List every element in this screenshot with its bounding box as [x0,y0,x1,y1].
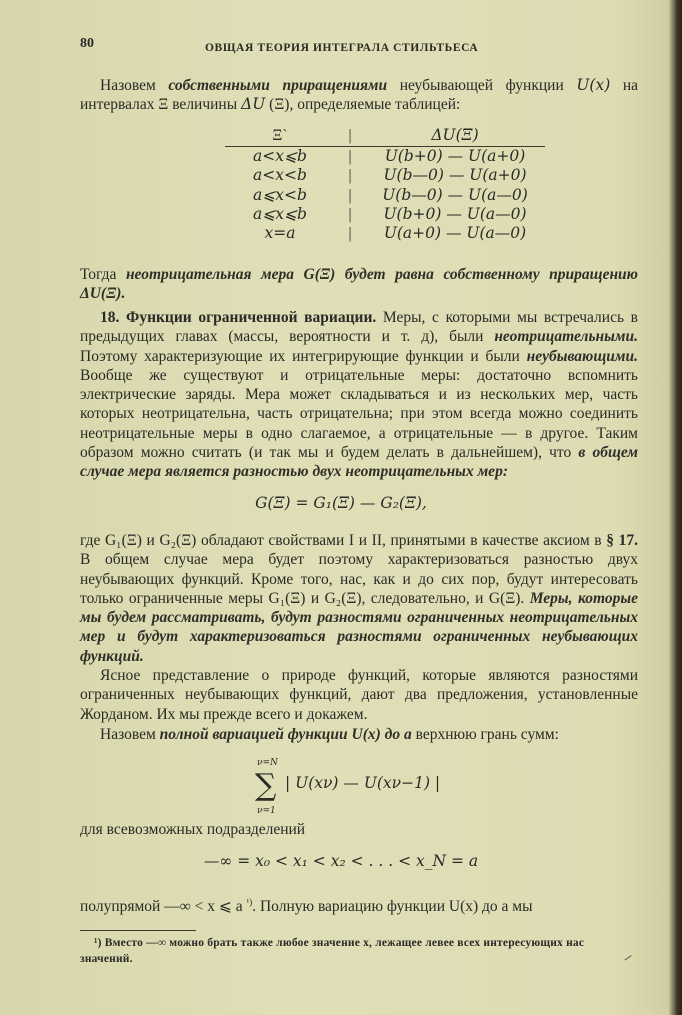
formula-partition: —∞ = x₀ < x₁ < x₂ < . . . < x_N = a [203,852,479,870]
section-heading: 18. Функции ограниченной вариации. [100,309,377,326]
paragraph-jordan: Ясное представление о природе функций, которые являются разностями ограниченных неубывающих функций, дают два предложения, установленные Жорданом. Их мы прежде всего и докажем. [80,667,638,723]
table-row: a⩽x⩽b | U(b+0) — U(a—0) [253,204,527,223]
sum-upper-limit: ν=N [257,758,278,768]
intro-paragraph: Назовем собственными приращениями неубывающей функции U(x) на интервалах Ξ величины ΔU (Ξ), определяемые таблицей: [80,76,638,114]
sum-body: | U(xν) — U(xν−1) | [285,774,441,792]
term-own-increments: собственными приращениями [168,77,388,94]
section-18-paragraph: 18. Функции ограниченной вариации. Меры, с которыми мы встречались в предыдущих главах (массы, вероятности и т. д), были неотрицательными. Поэтому характеризующие их интегрирующие функции и были неубывающими. Вообще же существуют и отрицательные меры: достаточно вспомнить электрические заряды. Мера может складываться и из нескольких мер, часть которых неотрицательна, часть отрицательна; при этом всегда можно соединить неотрицательные меры в одно слагаемое, а отрицательные — в другое. Таким образом можно считать (и так мы и будем делать в дальнейшем), что в общем случае мера является разностью двух неотрицательных мер: [80,309,638,481]
footnote: ¹) Вместо —∞ можно брать также любое значение x, лежащее левее всех интересующих нас значений. [80,937,585,965]
table-row: a<x⩽b | U(b+0) — U(a+0) [253,147,526,165]
table-header-row: Ξ` | ΔU(Ξ) [225,126,545,147]
page-number: 80 [80,36,94,51]
running-head: ОВЩАЯ ТЕОРИЯ ИНТЕГРАЛА СТИЛЬТЬЕСА [205,42,479,54]
after-table-paragraph: Тогда неотрицательная мера G(Ξ) будет равна собственному приращению ΔU(Ξ). [80,266,638,303]
footnote-divider [80,930,196,931]
paragraph-subdivisions: для всевозможных подразделений [80,821,306,838]
table-header-interval: Ξ` [225,126,335,147]
paragraph-total-variation: Назовем полной вариацией функции U(x) до a верхнюю грань сумм: [100,726,559,743]
paragraph-bounded-measures: где G₁(Ξ) и G₂(Ξ) обладают свойствами I и II, принятыми в качестве аксиом в § 17. В общем случае мера будет поэтому характеризоваться разностью двух неубывающих функций. Кроме того, нас, как и до сих пор, будут интересовать только ограниченные меры G₁(Ξ) и G₂(Ξ), следовательно, и G(Ξ). Меры, которые мы будем рассматривать, будут разностями ограниченных неотрицательных мер и будут характеризоваться разностями ограниченных неубывающих функций. [80,532,638,665]
increments-table [225,126,545,243]
sum-lower-limit: ν=1 [257,806,276,816]
table-row: a⩽x<b | U(b—0) — U(a—0) [253,185,528,204]
formula-measure-difference: G(Ξ) = G₁(Ξ) — G₂(Ξ), [255,494,427,512]
table-row: x=a | U(a+0) — U(a—0) [264,224,527,243]
table-header-increment: ΔU(Ξ) [365,126,545,147]
section-reference: § 17. [606,532,638,549]
sigma-symbol: ∑ [255,768,277,803]
footnote-reference: ¹) [246,897,253,907]
table-row: a<x<b | U(b—0) — U(a+0) [253,166,527,185]
paragraph-half-line: полупрямой —∞ < x ⩽ a $^{^1)}$. Полную вариацию функции U(x) до a мы [80,897,533,916]
